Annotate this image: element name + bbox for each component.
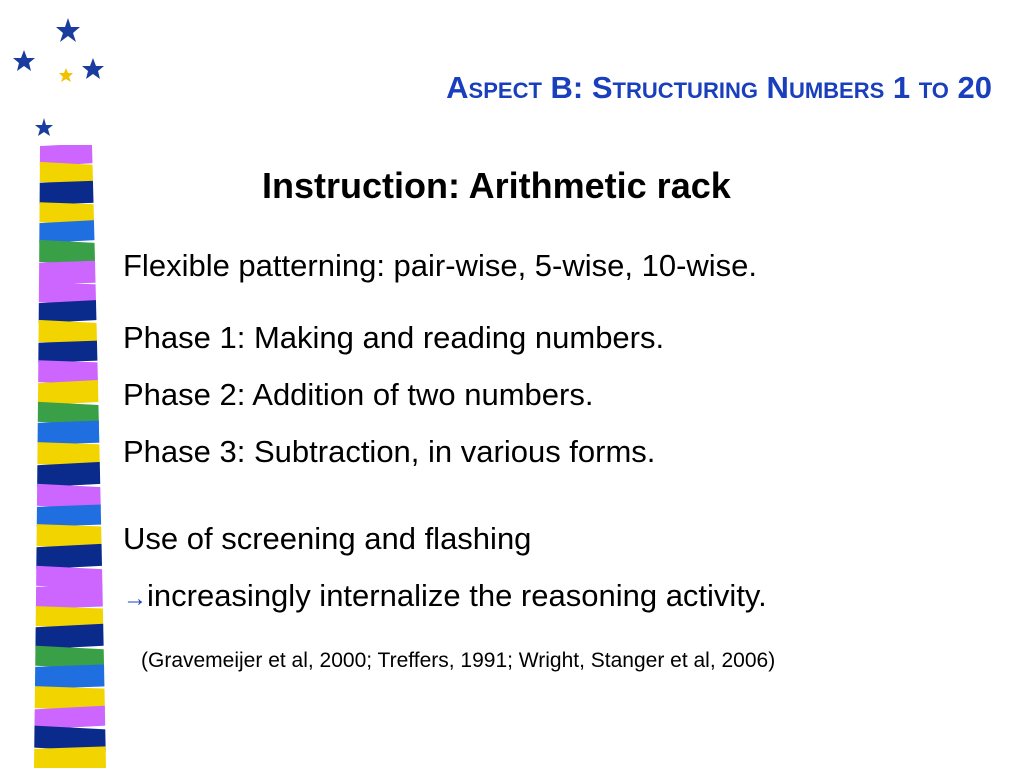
bullet-line: increasingly internalize the reasoning activity. — [147, 578, 767, 613]
slide-subtitle: Instruction: Arithmetic rack — [262, 165, 731, 206]
star-icon — [13, 50, 35, 71]
bullet-line: Phase 2: Addition of two numbers. — [123, 377, 594, 412]
star-icon — [59, 68, 73, 82]
bullet-line: Use of screening and flashing — [123, 521, 532, 556]
star-icon — [82, 58, 104, 79]
arrow-line — [123, 578, 767, 614]
bullet-line: Flexible patterning: pair-wise, 5-wise, 10-wise. — [123, 248, 758, 283]
slide-title: Aspect B: Structuring Numbers 1 to 20 — [446, 70, 992, 105]
arrow-right-icon: → — [123, 585, 147, 612]
citation: (Gravemeijer et al, 2000; Treffers, 1991; Wright, Stanger et al, 2006) — [141, 649, 776, 672]
bullet-line: Phase 1: Making and reading numbers. — [123, 320, 665, 355]
star-icon — [56, 18, 80, 42]
star-decoration — [0, 0, 120, 150]
star-icon — [35, 118, 53, 136]
decorative-color-band — [0, 145, 120, 768]
bullet-line: Phase 3: Subtraction, in various forms. — [123, 434, 656, 469]
